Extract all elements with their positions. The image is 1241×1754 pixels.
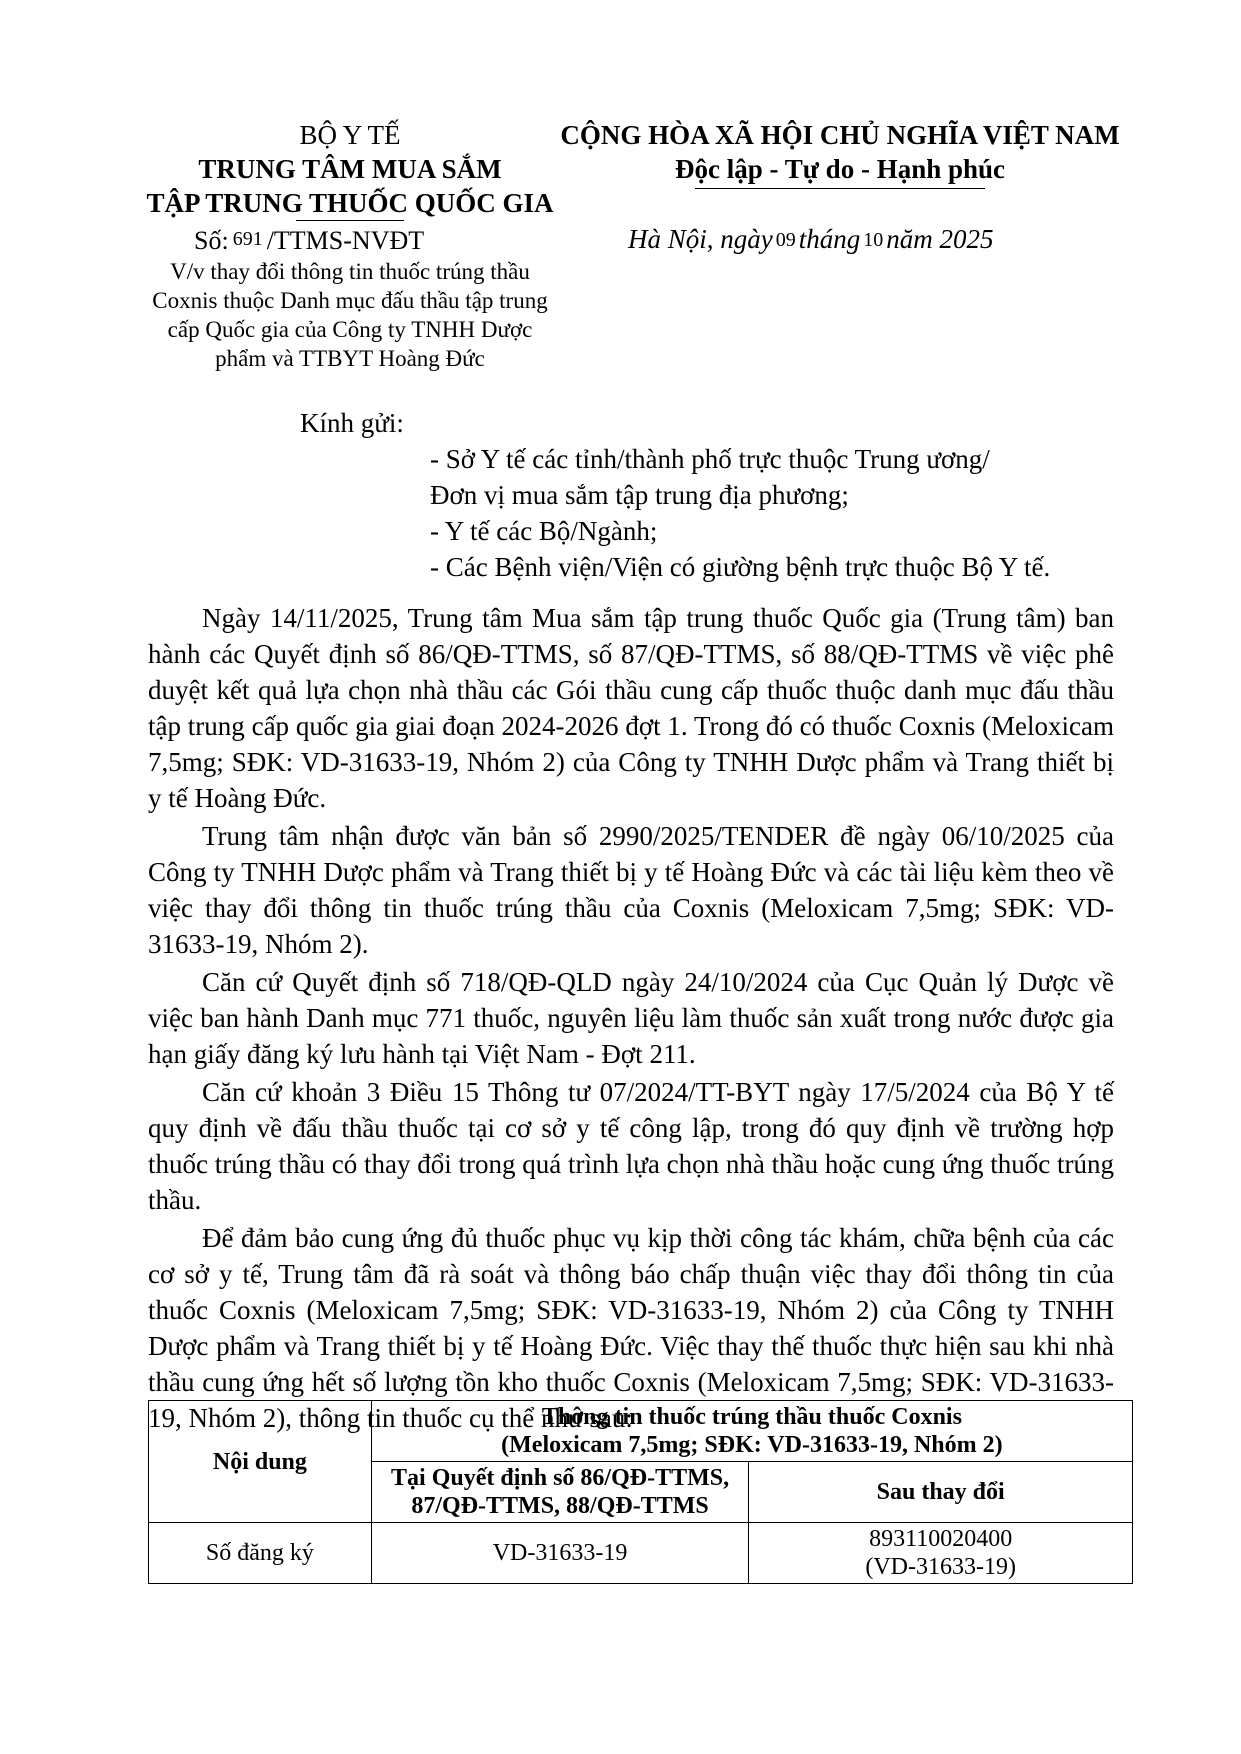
header-before-line1: Tại Quyết định số 86/QĐ-TTMS, bbox=[391, 1465, 730, 1491]
header-group-line2: (Meloxicam 7,5mg; SĐK: VD-31633-19, Nhóm 2) bbox=[501, 1432, 1003, 1458]
cell-after bbox=[749, 1523, 1133, 1584]
issuer-header bbox=[140, 118, 560, 221]
body-paragraph: Căn cứ khoản 3 Điều 15 Thông tư 07/2024/TT-BYT ngày 17/5/2024 của Bộ Y tế quy định về đấu thầu thuốc tại cơ sở y tế công lập, trong đó quy định về trường hợp thuốc trúng thầu có thay đổi trong quá trình lựa chọn nhà thầu hoặc cung ứng thuốc trúng thầu. bbox=[148, 1077, 1114, 1215]
table-header-row bbox=[149, 1401, 1133, 1462]
cell-before: VD-31633-19 bbox=[371, 1523, 749, 1584]
date-year: năm 2025 bbox=[886, 224, 994, 254]
date-prefix: Hà Nội, ngày bbox=[628, 224, 773, 254]
subject-line: phẩm và TTBYT Hoàng Đức bbox=[215, 346, 485, 371]
national-header bbox=[550, 118, 1130, 189]
subject-line: V/v thay đổi thông tin thuốc trúng thầu bbox=[170, 259, 530, 284]
header-before bbox=[371, 1462, 749, 1523]
recipient-item: - Các Bệnh viện/Viện có giường bệnh trực thuộc Bộ Y tế. bbox=[430, 552, 1051, 582]
body-paragraph: Ngày 14/11/2025, Trung tâm Mua sắm tập trung thuốc Quốc gia (Trung tâm) ban hành các Quyết định số 86/QĐ-TTMS, số 87/QĐ-TTMS, số 88/QĐ-TTMS về việc phê duyệt kết quả lựa chọn nhà thầu các Gói thầu cung cấp thuốc thuộc danh mục đấu thầu tập trung cấp quốc gia giai đoạn 2024-2026 đợt 1. Trong đó có thuốc Coxnis (Meloxicam 7,5mg; SĐK: VD-31633-19, Nhóm 2) của Công ty TNHH Dược phẩm và Trang thiết bị y tế Hoàng Đức. bbox=[148, 603, 1114, 813]
table-row bbox=[149, 1523, 1133, 1584]
body-paragraph: Trung tâm nhận được văn bản số 2990/2025/TENDER đề ngày 06/10/2025 của Công ty TNHH Dược phẩm và Trang thiết bị y tế Hoàng Đức và các tài liệu kèm theo về việc thay đổi thông tin thuốc trúng thầu của Coxnis (Meloxicam 7,5mg; SĐK: VD-31633-19, Nhóm 2). bbox=[148, 821, 1114, 959]
motto-underline bbox=[695, 188, 985, 189]
body-paragraph: Căn cứ Quyết định số 718/QĐ-QLD ngày 24/10/2024 của Cục Quản lý Dược về việc ban hành Danh mục 771 thuốc, nguyên liệu làm thuốc sản xuất trong nước được gia hạn giấy đăng ký lưu hành tại Việt Nam - Đợt 211. bbox=[148, 967, 1114, 1069]
header-after: Sau thay đổi bbox=[749, 1462, 1133, 1523]
header-group-line1: Thông tin thuốc trúng thầu thuốc Coxnis bbox=[541, 1404, 962, 1430]
issuer-name-line1: TRUNG TÂM MUA SẮM bbox=[198, 154, 502, 184]
body-paragraph: Để đảm bảo cung ứng đủ thuốc phục vụ kịp thời công tác khám, chữa bệnh của các cơ sở y tế, Trung tâm đã rà soát và thông báo chấp thuận việc thay đổi thông tin của thuốc Coxnis (Meloxicam 7,5mg; SĐK: VD-31633-19, Nhóm 2) của Công ty TNHH Dược phẩm và Trang thiết bị y tế Hoàng Đức. Việc thay thế thuốc thực hiện sau khi nhà thầu cung ứng hết số lượng tồn kho thuốc Coxnis (Meloxicam 7,5mg; SĐK: VD-31633-19, Nhóm 2), thông tin thuốc cụ thể như sau: bbox=[148, 1223, 1114, 1433]
cell-after-line1: 893110020400 bbox=[869, 1526, 1013, 1552]
recipient-list bbox=[430, 441, 1050, 585]
date-month-label: tháng bbox=[798, 224, 861, 254]
document-body bbox=[148, 600, 1114, 1438]
header-group bbox=[371, 1401, 1132, 1462]
document-number-suffix: /TTMS-NVĐT bbox=[266, 226, 425, 255]
document-subject bbox=[140, 257, 560, 373]
document-date bbox=[628, 224, 994, 255]
header-content: Nội dung bbox=[149, 1401, 372, 1523]
issuer-name-line2: TẬP TRUNG THUỐC QUỐC GIA bbox=[146, 188, 554, 218]
header-before-line2: 87/QĐ-TTMS, 88/QĐ-TTMS bbox=[411, 1493, 709, 1519]
subject-line: cấp Quốc gia của Công ty TNHH Dược bbox=[167, 317, 533, 342]
ministry-name: BỘ Y TẾ bbox=[299, 120, 401, 150]
document-number-prefix: Số: bbox=[194, 226, 229, 255]
cell-after-line2: (VD-31633-19) bbox=[865, 1554, 1016, 1580]
subject-line: Coxnis thuộc Danh mục đấu thầu tập trung bbox=[152, 288, 548, 313]
recipient-item: - Y tế các Bộ/Ngành; bbox=[430, 516, 658, 546]
recipient-item: - Sở Y tế các tỉnh/thành phố trực thuộc Trung ương/ bbox=[430, 444, 990, 474]
salutation: Kính gửi: bbox=[300, 408, 404, 438]
date-month: 10 bbox=[863, 229, 884, 251]
document-number-value: 691 bbox=[232, 228, 263, 250]
cell-content: Số đăng ký bbox=[149, 1523, 372, 1584]
issuer-underline bbox=[296, 220, 404, 221]
drug-info-table bbox=[148, 1400, 1133, 1584]
national-motto: Độc lập - Tự do - Hạnh phúc bbox=[674, 154, 1006, 184]
national-title: CỘNG HÒA XÃ HỘI CHỦ NGHĨA VIỆT NAM bbox=[560, 120, 1120, 150]
recipient-item: Đơn vị mua sắm tập trung địa phương; bbox=[430, 480, 849, 510]
document-number bbox=[194, 226, 424, 256]
date-day: 09 bbox=[775, 229, 796, 251]
